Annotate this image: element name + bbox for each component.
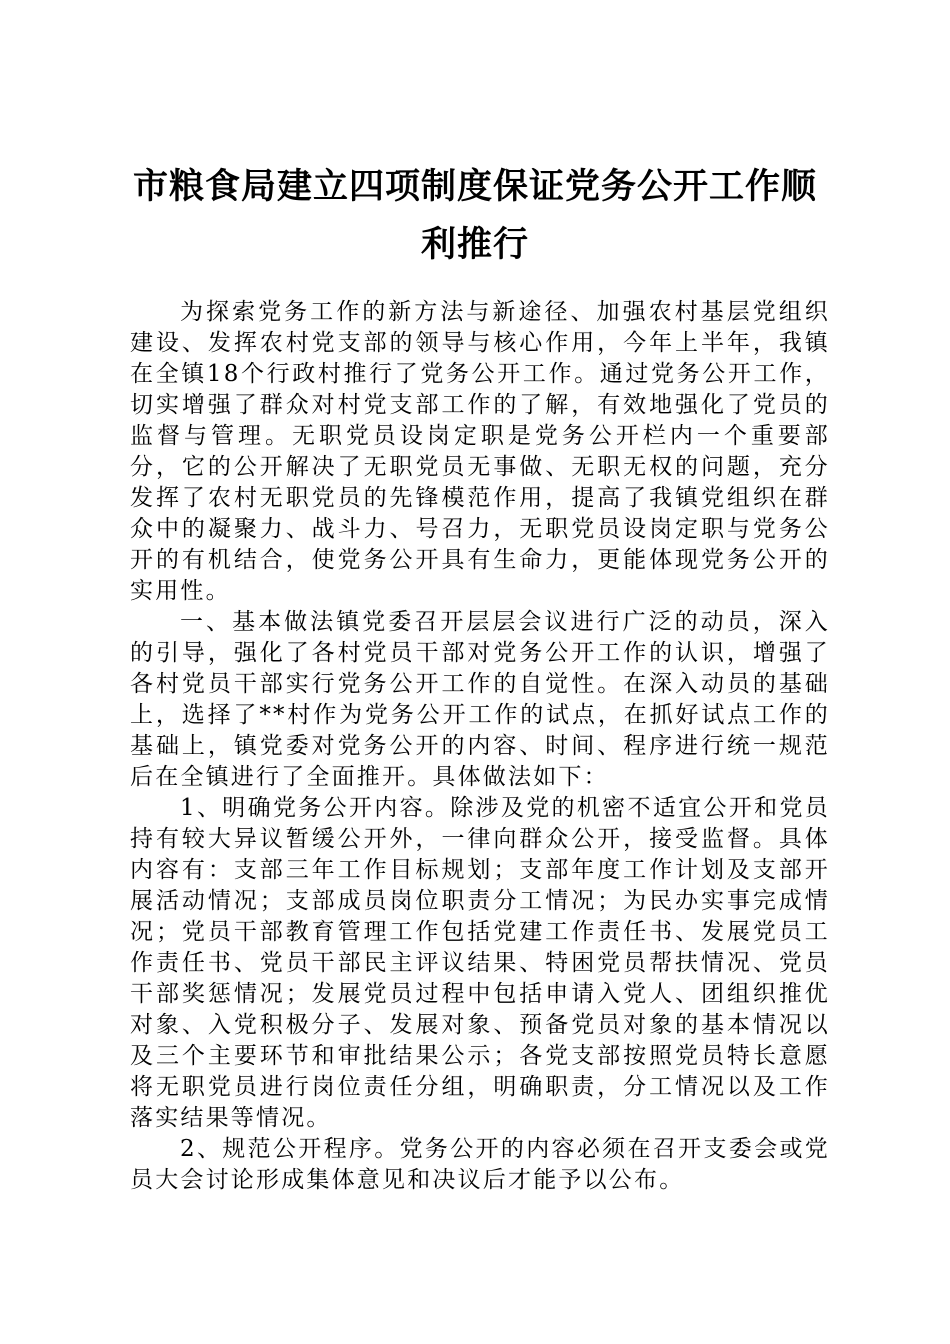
paragraph-basic-methods: 一、基本做法镇党委召开层层会议进行广泛的动员，深入的引导，强化了各村党员干部对党务公开工作的认识，增强了各村党员干部实行党务公开工作的自觉性。在深入动员的基础上，选择了**村作为党务公开工作的试点，在抓好试点工作的基础上，镇党委对党务公开的内容、时间、程序进行统一规范后在全镇进行了全面推开。具体做法如下： xyxy=(130,609,830,790)
paragraph-item-2: 2、规范公开程序。党务公开的内容必须在召开支委会或党员大会讨论形成集体意见和决议后才能予以公布。 xyxy=(130,1136,830,1193)
paragraph-item-1: 1、明确党务公开内容。除涉及党的机密不适宜公开和党员持有较大异议暂缓公开外，一律向群众公开，接受监督。具体内容有：支部三年工作目标规划；支部年度工作计划及支部开展活动情况；支部成员岗位职责分工情况；为民办实事完成情况；党员干部教育管理工作包括党建工作责任书、发展党员工作责任书、党员干部民主评议结果、特困党员帮扶情况、党员干部奖惩情况；发展党员过程中包括申请入党人、团组织推优对象、入党积极分子、发展对象、预备党员对象的基本情况以及三个主要环节和审批结果公示；各党支部按照党员特长意愿将无职党员进行岗位责任分组，明确职责，分工情况以及工作落实结果等情况。 xyxy=(130,795,830,1131)
document-title: 市粮食局建立四项制度保证党务公开工作顺利推行 xyxy=(132,167,817,265)
document-body xyxy=(130,297,830,1196)
paragraph-intro: 为探索党务工作的新方法与新途径、加强农村基层党组织建设、发挥农村党支部的领导与核心作用，今年上半年，我镇在全镇18个行政村推行了党务公开工作。通过党务公开工作，切实增强了群众对村党支部工作的了解，有效地强化了党员的监督与管理。无职党员设岗定职是党务公开栏内一个重要部分，它的公开解决了无职党员无事做、无职无权的问题，充分发挥了农村无职党员的先锋模范作用，提高了我镇党组织在群众中的凝聚力、战斗力、号召力，无职党员设岗定职与党务公开的有机结合，使党务公开具有生命力，更能体现党务公开的实用性。 xyxy=(130,299,830,604)
